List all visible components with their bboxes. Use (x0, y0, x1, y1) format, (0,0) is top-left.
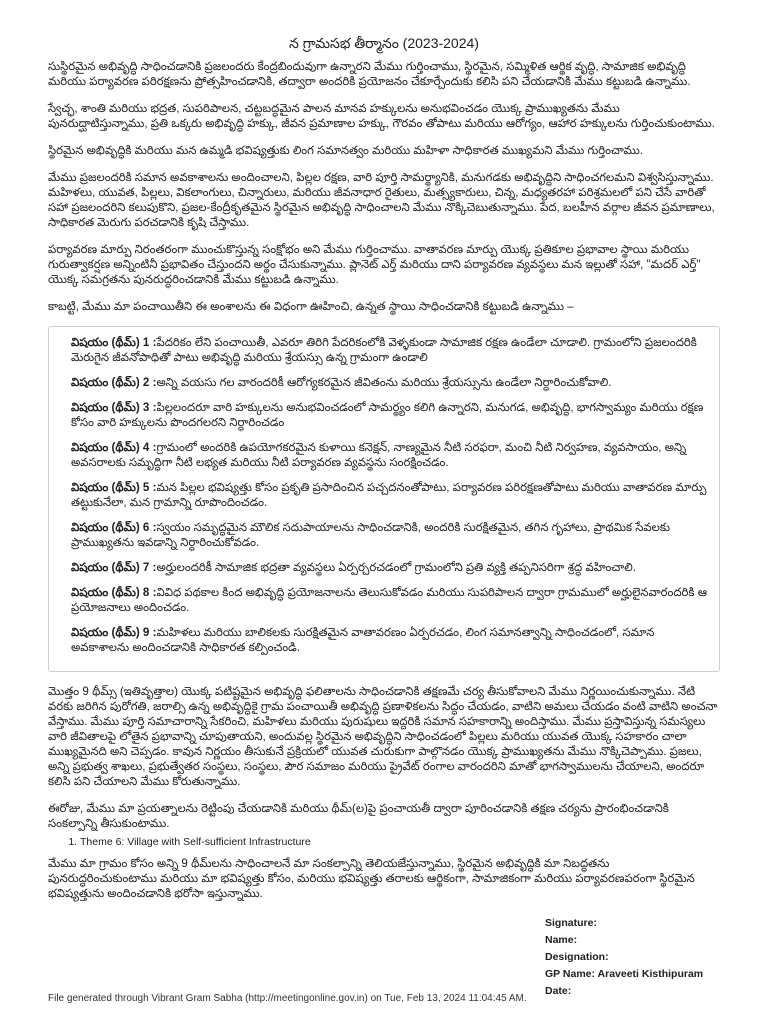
theme-text: పిల్లలందరూ వారి హక్కులను అనుభవించడంలో సామర్థ్యం కలిగి ఉన్నారని, మనుగడ, అభివృద్ధి, భాగస్వామ్యం మరియు రక్షణ కోసం వారి హక్కులను పొందగలరని నిర్ధారించడం (71, 401, 704, 429)
inclusion-paragraph: మేము ప్రజలందరికి సమాన అవకాశాలను అందించాలని, పిల్లల రక్షణ, వారి పూర్తి సామర్థ్యానికి, మనుగడకు అభివృద్ధిని సాధించగలమని విశ్వసిస్తున్నాము. మహిళలు, యువత, పిల్లలు, వికలాంగులు, చిన్నారులు, మరియు జీవనాధార రైతులు, మత్స్యకారులు, చిన్న, మధ్యతరహా పరిశ్రమలలో పని చేసే వారితో సహా ప్రజలందరిని కలుపుకొని, ప్రజల-కేంద్రీకృతమైన స్థిరమైన అభివృద్ధి సాధించాలని మేము నొక్కిచెబుతున్నాము. పేద, బలహీన వర్గాల జీవన ప్రమాణాలు, సాధికారత మెరుగు పరచడానికి కృషి చేస్తాము. (48, 171, 715, 229)
signature-label: Signature: (545, 917, 597, 929)
theme-item (71, 480, 707, 510)
theme-text: అన్ని వయసు గల వారందరికీ ఆరోగ్యకరమైన జీవితంను మరియు శ్రేయస్సును ఉండేలా నిర్ధారించుకోవాలి. (156, 376, 612, 389)
theme-text: గ్రామంలో అందరికి ఉపయోగకరమైన కుళాయి కనెక్షన్, నాణ్యమైన నీటి సరఫరా, మంచి నీటి నిర్వహణ, వ్యవసాయం, అన్ని అవసరాలకు సమృద్ధిగా నీటి లభ్యత మరియు నీటి పర్యావరణ వ్యవస్థను సంరక్షించడం. (71, 441, 687, 469)
closing-paragraph: మేము మా గ్రామం కోసం అన్ని 9 థీమ్‌లను సాధించాలనే మా సంకల్పాన్ని తెలియజేస్తున్నాము, స్థిరమైన అభివృద్ధికి మా నిబద్ధతను పునరుద్ధరించుకుంటాము మరియు మా భవిష్యత్తు కోసం, మరియు భవిష్యత్తు తరాలకు ఆర్థికంగా, సామాజికంగా మరియు పర్యావరణపరంగా స్థిరమైన భవిష్యత్తును అందించడానికి భరోసా ఇస్తున్నాము. (48, 857, 695, 900)
theme-text: పేదరికం లేని పంచాయితీ, ఎవరూ తిరిగి పేదరికంలోకి వెళ్ళకుండా సామాజిక రక్షణ ఉండేలా చూడాలి. గ్రామంలోని ప్రజలందరికి మెరుగైన జీవనోపాధితో పాటు అభివృద్ధి మరియు శ్రేయస్సు ఉన్న గ్రామంగా ఉండాలి (71, 336, 697, 364)
themes-box (48, 326, 720, 672)
intro-paragraph: సుస్థిరమైన అభివృద్ధి సాధించడానికి ప్రజలందరు కేంద్రబిందువుగా ఉన్నారని మేము గుర్తించాము, స్థిరమైన, సమ్మిళిత ఆర్థిక వృద్ధి, సామాజిక అభివృద్ధి మరియు పర్యావరణ పరిరక్షణను ప్రోత్సహించడానికి, తద్వారా అందరికి ప్రయోజనం చేకూర్చేందుకు కలిసి పని చేయడానికి మేము కట్టుబడి ఉన్నాము. (48, 60, 691, 88)
theme-text: వివిధ పథకాల కింద అభివృద్ధి ప్రయోజనాలను తెలుసుకోవడం మరియు సుపరిపాలన ద్వారా గ్రామములో అర్హులైనవారందరికి ఆ ప్రయోజనాలు అందించడం. (71, 586, 707, 614)
theme-item (71, 335, 707, 365)
signature-block (545, 915, 703, 1000)
document-title: న గ్రామసభ తీర్మానం (2023-2024) (289, 35, 479, 51)
theme-item (71, 400, 707, 430)
name-label: Name: (545, 934, 578, 946)
theme-text: అర్హులందరికీ సామాజిక భద్రతా వ్యవస్థలు ఏర్పర్చరచడంలో గ్రామంలోని ప్రతి వ్యక్తి తప్పనిసరిగా శ్రద్ధ వహించాలి. (156, 561, 636, 574)
theme-label: విషయం (థీమ్) 3 : (71, 401, 157, 414)
theme-item (71, 560, 707, 575)
theme-item (71, 440, 707, 470)
generated-footer: File generated through Vibrant Gram Sabha (http://meetingonline.gov.in) on Tue, Feb 13, 2024 11:04:45 AM. (48, 993, 527, 1004)
theme-label: విషయం (థీమ్) 8 : (71, 586, 157, 599)
theme-item (71, 520, 707, 550)
gp-name-row (545, 966, 703, 983)
theme-label: విషయం (థీమ్) 1 : (71, 336, 157, 349)
theme-label: విషయం (థీమ్) 5 : (71, 481, 157, 494)
theme-label: విషయం (థీమ్) 2 : (71, 376, 157, 389)
theme-item (71, 375, 707, 390)
theme-label: విషయం (థీమ్) 9 : (71, 626, 157, 639)
theme-label: విషయం (థీమ్) 4 : (71, 441, 157, 454)
theme-item (71, 585, 707, 615)
commitment-paragraph: కాబట్టి, మేము మా పంచాయితీని ఈ అంశాలను ఈ విధంగా ఊహించి, ఉన్నత స్థాయి సాధించడానికి కట్టుబడి ఉన్నాము – (48, 300, 574, 313)
theme-label: విషయం (థీమ్) 7 : (71, 561, 157, 574)
theme-text: మహిళలు మరియు బాలికలకు సురక్షితమైన వాతావరణం ఏర్పరచడం, లింగ సమానత్వాన్ని సాధించడంలో, సమాన అవకాశాలను అందించడానికి సాధికారత కల్పించండి. (71, 626, 655, 654)
theme-text: మన పిల్లల భవిష్యత్తు కోసం ప్రకృతి ప్రసాదించిన పచ్చదనంతోపాటు, పర్యావరణ పరిరక్షణతోపాటు మరియు వాతావరణ మార్పు తట్టుకునేలా, మన గ్రామాన్ని రూపొందించడం. (71, 481, 707, 509)
theme-text: స్వయం సమృద్ధమైన మౌలిక సదుపాయాలను సాధించడానికి, అందరికి సురక్షితమైన, తగిన గృహాలు, ప్రాథమిక సేవలకు ప్రాముఖ్యతను ఇవడాన్ని నిర్ధారించుకోవడం. (71, 521, 670, 549)
designation-label: Designation: (545, 951, 609, 963)
selected-theme-list (48, 835, 720, 850)
action-paragraph: మొత్తం 9 థీమ్స్ (ఇతివృత్తాల) యొక్క పటిష్టమైన అభివృద్ధి ఫలితాలను సాధించడానికి తక్షణమే చర్య తీసుకోవాలని మేము నిర్ణయించుకున్నాము. నేటి వరకు జరిగిన పురోగతి, జరాల్సి ఉన్న అభివృద్ధికై గ్రామ పంచాయితీ అభివృద్ధి ప్రణాళికలను సిద్ధం చేయడం, వాటిని అమలు చేయడం వంటి వాటిని అంచనా వేస్తాము. మేము పూర్తి సమాచారాన్ని సేకరించి, మహిళలు మరియు పురుషులు ఇద్దరికి సమాన సహకారాన్ని అందిస్తాము. మేము ప్రస్తావిస్తున్న సమస్యలు వారి జీవితాలపై లోతైన ప్రభావాన్ని చూపుతాయని, అందువల్ల స్థిరమైన అభివృద్ధిని సాధించడంలో పిల్లలు మరియు యువత యొక్క సహకారం చాలా ముఖ్యమైనది అని చెప్పడం. కావున నిర్ణయం తీసుకునే ప్రక్రియలో యువత చురుకుగా పాల్గొనడం యొక్క ప్రాముఖ్యతను మేము నొక్కిచెప్పాము. ప్రజలు, అన్ని ప్రభుత్వ శాఖలు, ప్రభుత్వేతర సంస్థలు, సంస్థలు, పౌర సమాజం మరియు ప్రైవేట్ రంగాల వారందరిని మాతో భాగస్వాములను చేయాలని, అందరూ కలిసి పని చేయాలని మేము కోరుతున్నాము. (48, 685, 718, 788)
gp-name-label: GP Name: (545, 968, 595, 980)
date-label: Date: (545, 985, 572, 997)
environment-paragraph: పర్యావరణ మార్పు నిరంతరంగా ముంచుకొస్తున్న సంక్షోభం అని మేము గుర్తించాము. వాతావరణ మార్పు యొక్క ప్రతికూల ప్రభావాల స్థాయి మరియు గురుత్వాకర్షణ అన్నింటినీ ప్రభావితం చేస్తుందని అర్థం చేసుకున్నాము. ప్లానెట్ ఎర్త్ మరియు దాని పర్యావరణ వ్యవస్థలు మన ఇల్లుతో సహా, "మదర్ ఎర్త్" యొక్క సమగ్రతను పునరుద్ధరించడానికి మేము కట్టుబడి ఉన్నాము. (48, 243, 701, 286)
theme-label: విషయం (థీమ్) 6 : (71, 521, 157, 534)
theme-item (71, 625, 707, 655)
today-paragraph: ఈరోజు, మేము మా ప్రయత్నాలను రెట్టింపు చేయడానికి మరియు థీమ్(ల)పై ప్రంచాయతీ ద్వారా పూరించడానికి తక్షణ చర్యను ప్రారంభించడానికి సంకల్పాన్ని తీసుకుంటాము. (48, 802, 669, 830)
gender-equality-paragraph: స్థిరమైన అభివృద్ధికి మరియు మన ఉమ్మడి భవిష్యత్తుకు లింగ సమానత్వం మరియు మహిళా సాధికారత ముఖ్యమని మేము గుర్తించాము. (48, 144, 643, 157)
gp-name-value: Araveeti Kisthipuram (597, 968, 704, 980)
rights-paragraph: స్వేచ్ఛ, శాంతి మరియు భద్రత, సుపరిపాలన, చట్టబద్ధమైన పాలన మానవ హక్కులను అనుభవించడం యొక్క ప్రాముఖ్యతను మేము పునరుద్ఘాటిస్తున్నాము, ప్రతి ఒక్కరు అభివృద్ధి హక్కు, జీవన ప్రమాణాల హక్కు, గౌరవం తోపాటు మరియు ఆరోగ్యం, ఆహార హక్కులను గుర్తించుకుంటాము. (48, 102, 715, 130)
selected-theme-item: 1. Theme 6: Village with Self-sufficient Infrastructure (80, 835, 720, 850)
